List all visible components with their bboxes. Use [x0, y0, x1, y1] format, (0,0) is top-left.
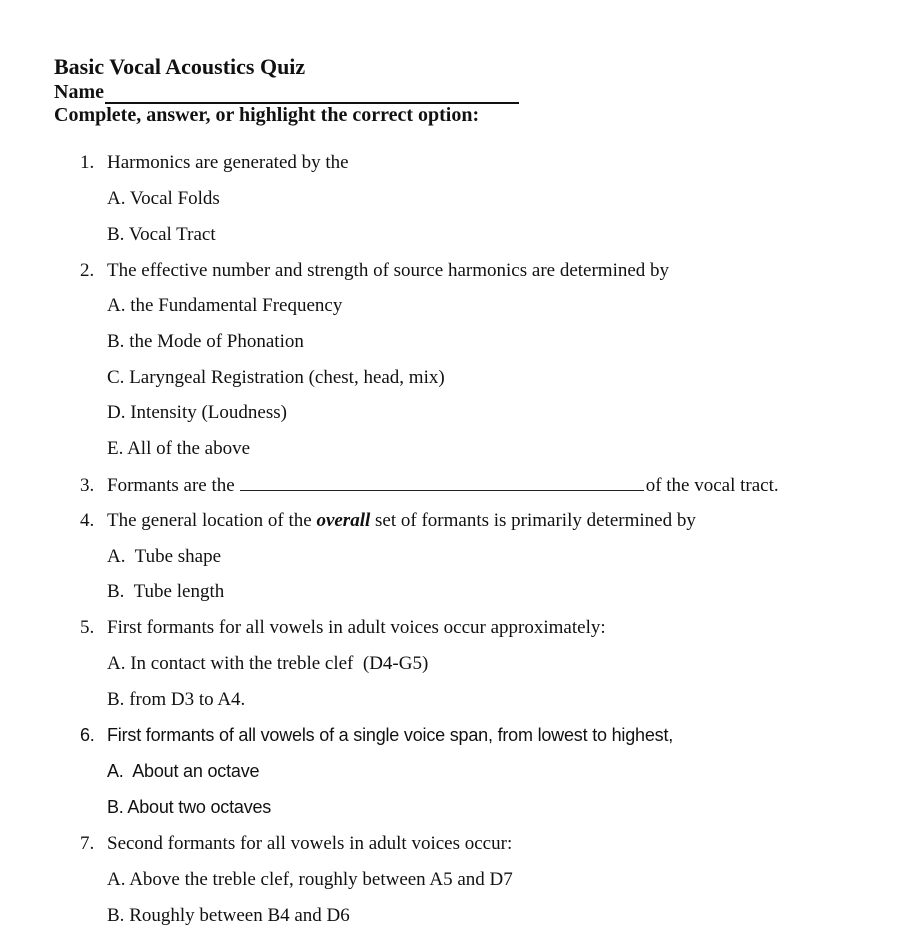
option-text: Tube shape	[134, 546, 222, 567]
instructions: Complete, answer, or highlight the correct option:	[54, 104, 480, 126]
option-2a[interactable]	[107, 295, 342, 317]
question-6	[80, 725, 673, 746]
option-text: About an octave	[132, 761, 260, 781]
question-text: Second formants for all vowels in adult voices occur:	[107, 833, 513, 854]
option-2c[interactable]	[107, 367, 445, 389]
option-letter: B.	[107, 581, 125, 602]
option-5a[interactable]	[107, 653, 428, 675]
option-text: In contact with the treble clef (D4-G5)	[130, 653, 429, 674]
name-label: Name	[54, 81, 104, 103]
option-letter: A.	[107, 295, 126, 316]
option-6a[interactable]	[107, 761, 259, 782]
option-letter: A.	[107, 188, 126, 209]
option-5b[interactable]	[107, 689, 245, 711]
question-text: Harmonics are generated by the	[107, 152, 349, 173]
question-text-before: Formants are the	[107, 475, 235, 496]
option-letter: B.	[107, 224, 125, 245]
page-title: Basic Vocal Acoustics Quiz	[54, 54, 306, 79]
option-6b[interactable]	[107, 797, 271, 818]
option-letter: B.	[107, 797, 124, 817]
option-text: Intensity (Loudness)	[130, 402, 287, 423]
name-field[interactable]	[105, 84, 519, 104]
option-text: About two octaves	[127, 797, 272, 817]
question-number: 6.	[80, 725, 95, 745]
question-number: 7.	[80, 833, 95, 854]
option-letter: A.	[107, 546, 126, 567]
option-letter: B.	[107, 905, 125, 926]
question-number: 5.	[80, 617, 95, 638]
question-text: First formants of all vowels of a single voice span, from lowest to highest,	[107, 725, 674, 745]
option-7a[interactable]	[107, 869, 513, 891]
question-text: The effective number and strength of source harmonics are determined by	[107, 260, 670, 281]
question-4	[80, 510, 696, 532]
option-1a[interactable]	[107, 188, 220, 210]
option-letter: A.	[107, 761, 124, 781]
option-letter: B.	[107, 331, 125, 352]
question-text-after: set of formants is primarily determined by	[375, 510, 696, 531]
option-1b[interactable]	[107, 224, 216, 246]
question-emphasis: overall	[316, 510, 371, 531]
option-letter: D.	[107, 402, 126, 423]
question-number: 3.	[80, 475, 95, 496]
question-1	[80, 152, 349, 174]
question-2	[80, 260, 669, 282]
question-number: 1.	[80, 152, 95, 173]
option-4b[interactable]	[107, 581, 224, 603]
option-text: the Mode of Phonation	[129, 331, 304, 352]
question-5	[80, 617, 606, 639]
option-text: Laryngeal Registration (chest, head, mix)	[129, 367, 445, 388]
name-row	[54, 81, 519, 104]
option-4a[interactable]	[107, 546, 221, 568]
question-7	[80, 833, 512, 855]
option-text: Above the treble clef, roughly between A5 and D7	[129, 869, 513, 890]
question-3	[80, 474, 779, 497]
option-2b[interactable]	[107, 331, 304, 353]
option-text: Vocal Folds	[129, 188, 220, 209]
option-text: Tube length	[133, 581, 225, 602]
question-number: 2.	[80, 260, 95, 281]
option-text: All of the above	[127, 438, 250, 459]
option-text: from D3 to A4.	[129, 689, 246, 710]
question-text-before: The general location of the	[107, 510, 312, 531]
question-text: First formants for all vowels in adult voices occur approximately:	[107, 617, 606, 638]
option-letter: A.	[107, 869, 126, 890]
option-letter: A.	[107, 653, 126, 674]
option-letter: B.	[107, 689, 125, 710]
option-text: Roughly between B4 and D6	[129, 905, 350, 926]
option-text: the Fundamental Frequency	[130, 295, 343, 316]
option-letter: C.	[107, 367, 125, 388]
option-7b[interactable]	[107, 905, 350, 927]
option-2d[interactable]	[107, 402, 287, 424]
option-text: Vocal Tract	[128, 224, 216, 245]
question-number: 4.	[80, 510, 95, 531]
answer-blank[interactable]	[240, 474, 644, 491]
option-2e[interactable]	[107, 438, 250, 460]
question-text-after: of the vocal tract.	[645, 475, 779, 496]
option-letter: E.	[107, 438, 124, 459]
